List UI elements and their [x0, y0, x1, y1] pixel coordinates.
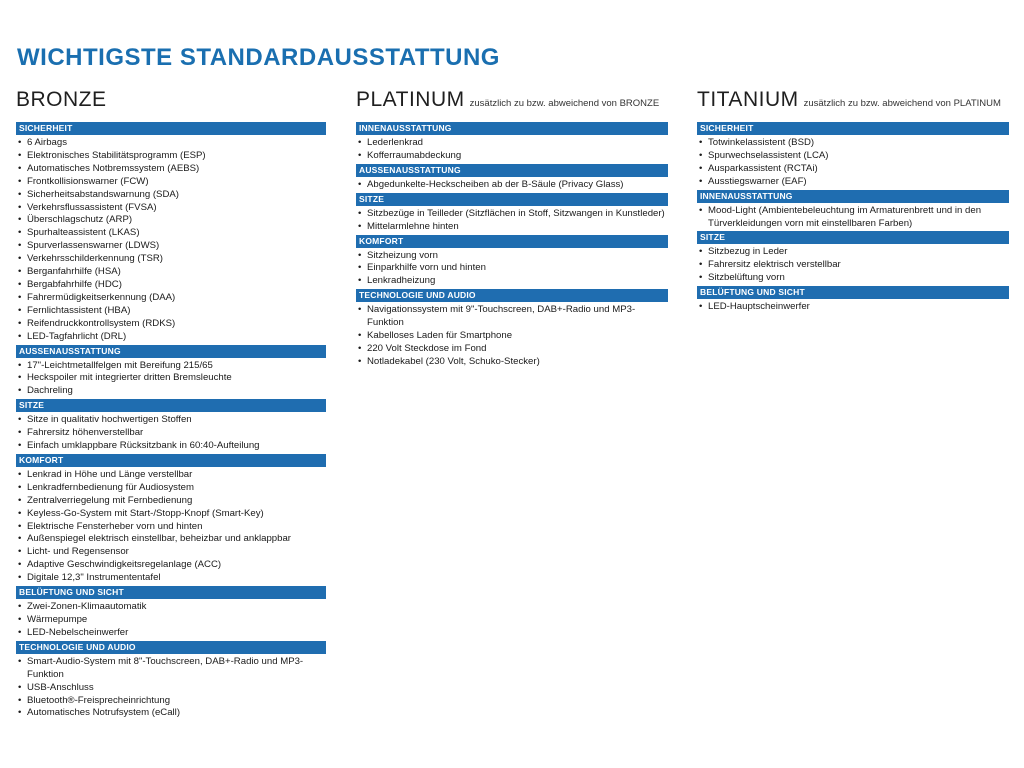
section-heading: SITZE [356, 193, 668, 206]
feature-list [356, 250, 668, 289]
feature-item: • Digitale 12,3" Instrumententafel [16, 572, 326, 585]
trim-name: PLATINUM [356, 88, 465, 111]
section-heading: SITZE [16, 399, 326, 412]
feature-item: • Kabelloses Laden für Smartphone [356, 330, 668, 343]
trim-name: BRONZE [16, 88, 107, 111]
trim-column-bronze [16, 88, 326, 721]
feature-item: • Spurhalteassistent (LKAS) [16, 227, 326, 240]
trim-header [356, 88, 668, 114]
feature-item: • 6 Airbags [16, 137, 326, 150]
feature-item: • Überschlagschutz (ARP) [16, 214, 326, 227]
feature-list [356, 208, 668, 234]
section-heading: SICHERHEIT [16, 122, 326, 135]
feature-item: • Lenkradheizung [356, 275, 668, 288]
trim-header [16, 88, 326, 114]
feature-item: • Verkehrsflussassistent (FVSA) [16, 202, 326, 215]
feature-item: • Spurwechselassistent (LCA) [697, 150, 1009, 163]
feature-list [16, 656, 326, 721]
section-heading: TECHNOLOGIE UND AUDIO [356, 289, 668, 302]
section-heading: BELÜFTUNG UND SICHT [16, 586, 326, 599]
section-heading: INNENAUSSTATTUNG [356, 122, 668, 135]
feature-list [16, 601, 326, 640]
feature-item: • Automatisches Notbremssystem (AEBS) [16, 163, 326, 176]
section-heading: SITZE [697, 231, 1009, 244]
section-heading: KOMFORT [16, 454, 326, 467]
feature-item: • Zentralverriegelung mit Fernbedienung [16, 495, 326, 508]
feature-item: • USB-Anschluss [16, 682, 326, 695]
feature-item: • Wärmepumpe [16, 614, 326, 627]
feature-item: • Sitze in qualitativ hochwertigen Stoffen [16, 414, 326, 427]
feature-list [16, 414, 326, 453]
feature-item: • Sitzbelüftung vorn [697, 272, 1009, 285]
feature-list [697, 205, 1009, 231]
feature-item: • 220 Volt Steckdose im Fond [356, 343, 668, 356]
feature-item: • Fahrermüdigkeitserkennung (DAA) [16, 292, 326, 305]
feature-item: • Keyless-Go-System mit Start-/Stopp-Knopf (Smart-Key) [16, 508, 326, 521]
feature-item: • 17"-Leichtmetallfelgen mit Bereifung 215/65 [16, 360, 326, 373]
feature-item: • Spurverlassenswarner (LDWS) [16, 240, 326, 253]
feature-list [356, 179, 668, 192]
feature-item: • Bluetooth®-Freisprecheinrichtung [16, 695, 326, 708]
feature-item: • Verkehrsschilderkennung (TSR) [16, 253, 326, 266]
feature-item: • Elektrische Fensterheber vorn und hinten [16, 521, 326, 534]
feature-list [697, 246, 1009, 285]
feature-list [697, 301, 1009, 314]
feature-item: • Bergabfahrhilfe (HDC) [16, 279, 326, 292]
feature-list [16, 137, 326, 344]
section-heading: AUSSENAUSSTATTUNG [356, 164, 668, 177]
trim-column-titanium [697, 88, 1009, 315]
feature-item: • Ausstiegswarner (EAF) [697, 176, 1009, 189]
feature-item: • Sitzbezug in Leder [697, 246, 1009, 259]
feature-item: • Sitzheizung vorn [356, 250, 668, 263]
section-heading: KOMFORT [356, 235, 668, 248]
section-heading: BELÜFTUNG UND SICHT [697, 286, 1009, 299]
feature-item: • Frontkollisionswarner (FCW) [16, 176, 326, 189]
section-list [697, 122, 1009, 314]
feature-item: • Mood-Light (Ambientebeleuchtung im Armaturenbrett und in den Türverkleidungen vorn mit einstellbaren Farben) [697, 205, 1009, 231]
feature-item: • Lenkrad in Höhe und Länge verstellbar [16, 469, 326, 482]
feature-item: • Sitzbezüge in Teilleder (Sitzflächen in Stoff, Sitzwangen in Kunstleder) [356, 208, 668, 221]
feature-list [697, 137, 1009, 189]
feature-item: • Fernlichtassistent (HBA) [16, 305, 326, 318]
feature-item: • Sicherheitsabstandswarnung (SDA) [16, 189, 326, 202]
feature-item: • Einparkhilfe vorn und hinten [356, 262, 668, 275]
feature-item: • Fahrersitz höhenverstellbar [16, 427, 326, 440]
feature-list [16, 469, 326, 585]
feature-item: • Dachreling [16, 385, 326, 398]
feature-item: • LED-Hauptscheinwerfer [697, 301, 1009, 314]
feature-item: • Smart-Audio-System mit 8"-Touchscreen, DAB+-Radio und MP3-Funktion [16, 656, 326, 682]
trim-column-platinum [356, 88, 668, 370]
trim-note: zusätzlich zu bzw. abweichend von PLATINUM [803, 98, 1001, 109]
feature-item: • Adaptive Geschwindigkeitsregelanlage (ACC) [16, 559, 326, 572]
feature-item: • Heckspoiler mit integrierter dritten Bremsleuchte [16, 372, 326, 385]
feature-item: • Fahrersitz elektrisch verstellbar [697, 259, 1009, 272]
section-heading: INNENAUSSTATTUNG [697, 190, 1009, 203]
feature-item: • Außenspiegel elektrisch einstellbar, beheizbar und anklappbar [16, 533, 326, 546]
feature-item: • LED-Nebelscheinwerfer [16, 627, 326, 640]
feature-item: • Lenkradfernbedienung für Audiosystem [16, 482, 326, 495]
trim-name: TITANIUM [697, 88, 799, 111]
section-heading: TECHNOLOGIE UND AUDIO [16, 641, 326, 654]
feature-list [356, 137, 668, 163]
feature-list [356, 304, 668, 369]
section-list [16, 122, 326, 720]
feature-item: • Automatisches Notrufsystem (eCall) [16, 707, 326, 720]
feature-item: • Berganfahrhilfe (HSA) [16, 266, 326, 279]
feature-item: • Totwinkelassistent (BSD) [697, 137, 1009, 150]
feature-item: • Abgedunkelte-Heckscheiben ab der B-Säule (Privacy Glass) [356, 179, 668, 192]
feature-item: • Licht- und Regensensor [16, 546, 326, 559]
feature-item: • Elektronisches Stabilitätsprogramm (ESP) [16, 150, 326, 163]
page-title: WICHTIGSTE STANDARDAUSSTATTUNG [17, 44, 500, 71]
feature-item: • Lederlenkrad [356, 137, 668, 150]
feature-item: • LED-Tagfahrlicht (DRL) [16, 331, 326, 344]
trim-header [697, 88, 1009, 114]
feature-item: • Kofferraumabdeckung [356, 150, 668, 163]
feature-item: • Notladekabel (230 Volt, Schuko-Stecker) [356, 356, 668, 369]
section-heading: AUSSENAUSSTATTUNG [16, 345, 326, 358]
feature-list [16, 360, 326, 399]
feature-item: • Ausparkassistent (RCTAi) [697, 163, 1009, 176]
feature-item: • Navigationssystem mit 9"-Touchscreen, DAB+-Radio und MP3-Funktion [356, 304, 668, 330]
feature-item: • Zwei-Zonen-Klimaautomatik [16, 601, 326, 614]
feature-item: • Einfach umklappbare Rücksitzbank in 60:40-Aufteilung [16, 440, 326, 453]
feature-item: • Reifendruckkontrollsystem (RDKS) [16, 318, 326, 331]
feature-item: • Mittelarmlehne hinten [356, 221, 668, 234]
section-list [356, 122, 668, 369]
trim-note: zusätzlich zu bzw. abweichend von BRONZE [469, 98, 660, 109]
section-heading: SICHERHEIT [697, 122, 1009, 135]
